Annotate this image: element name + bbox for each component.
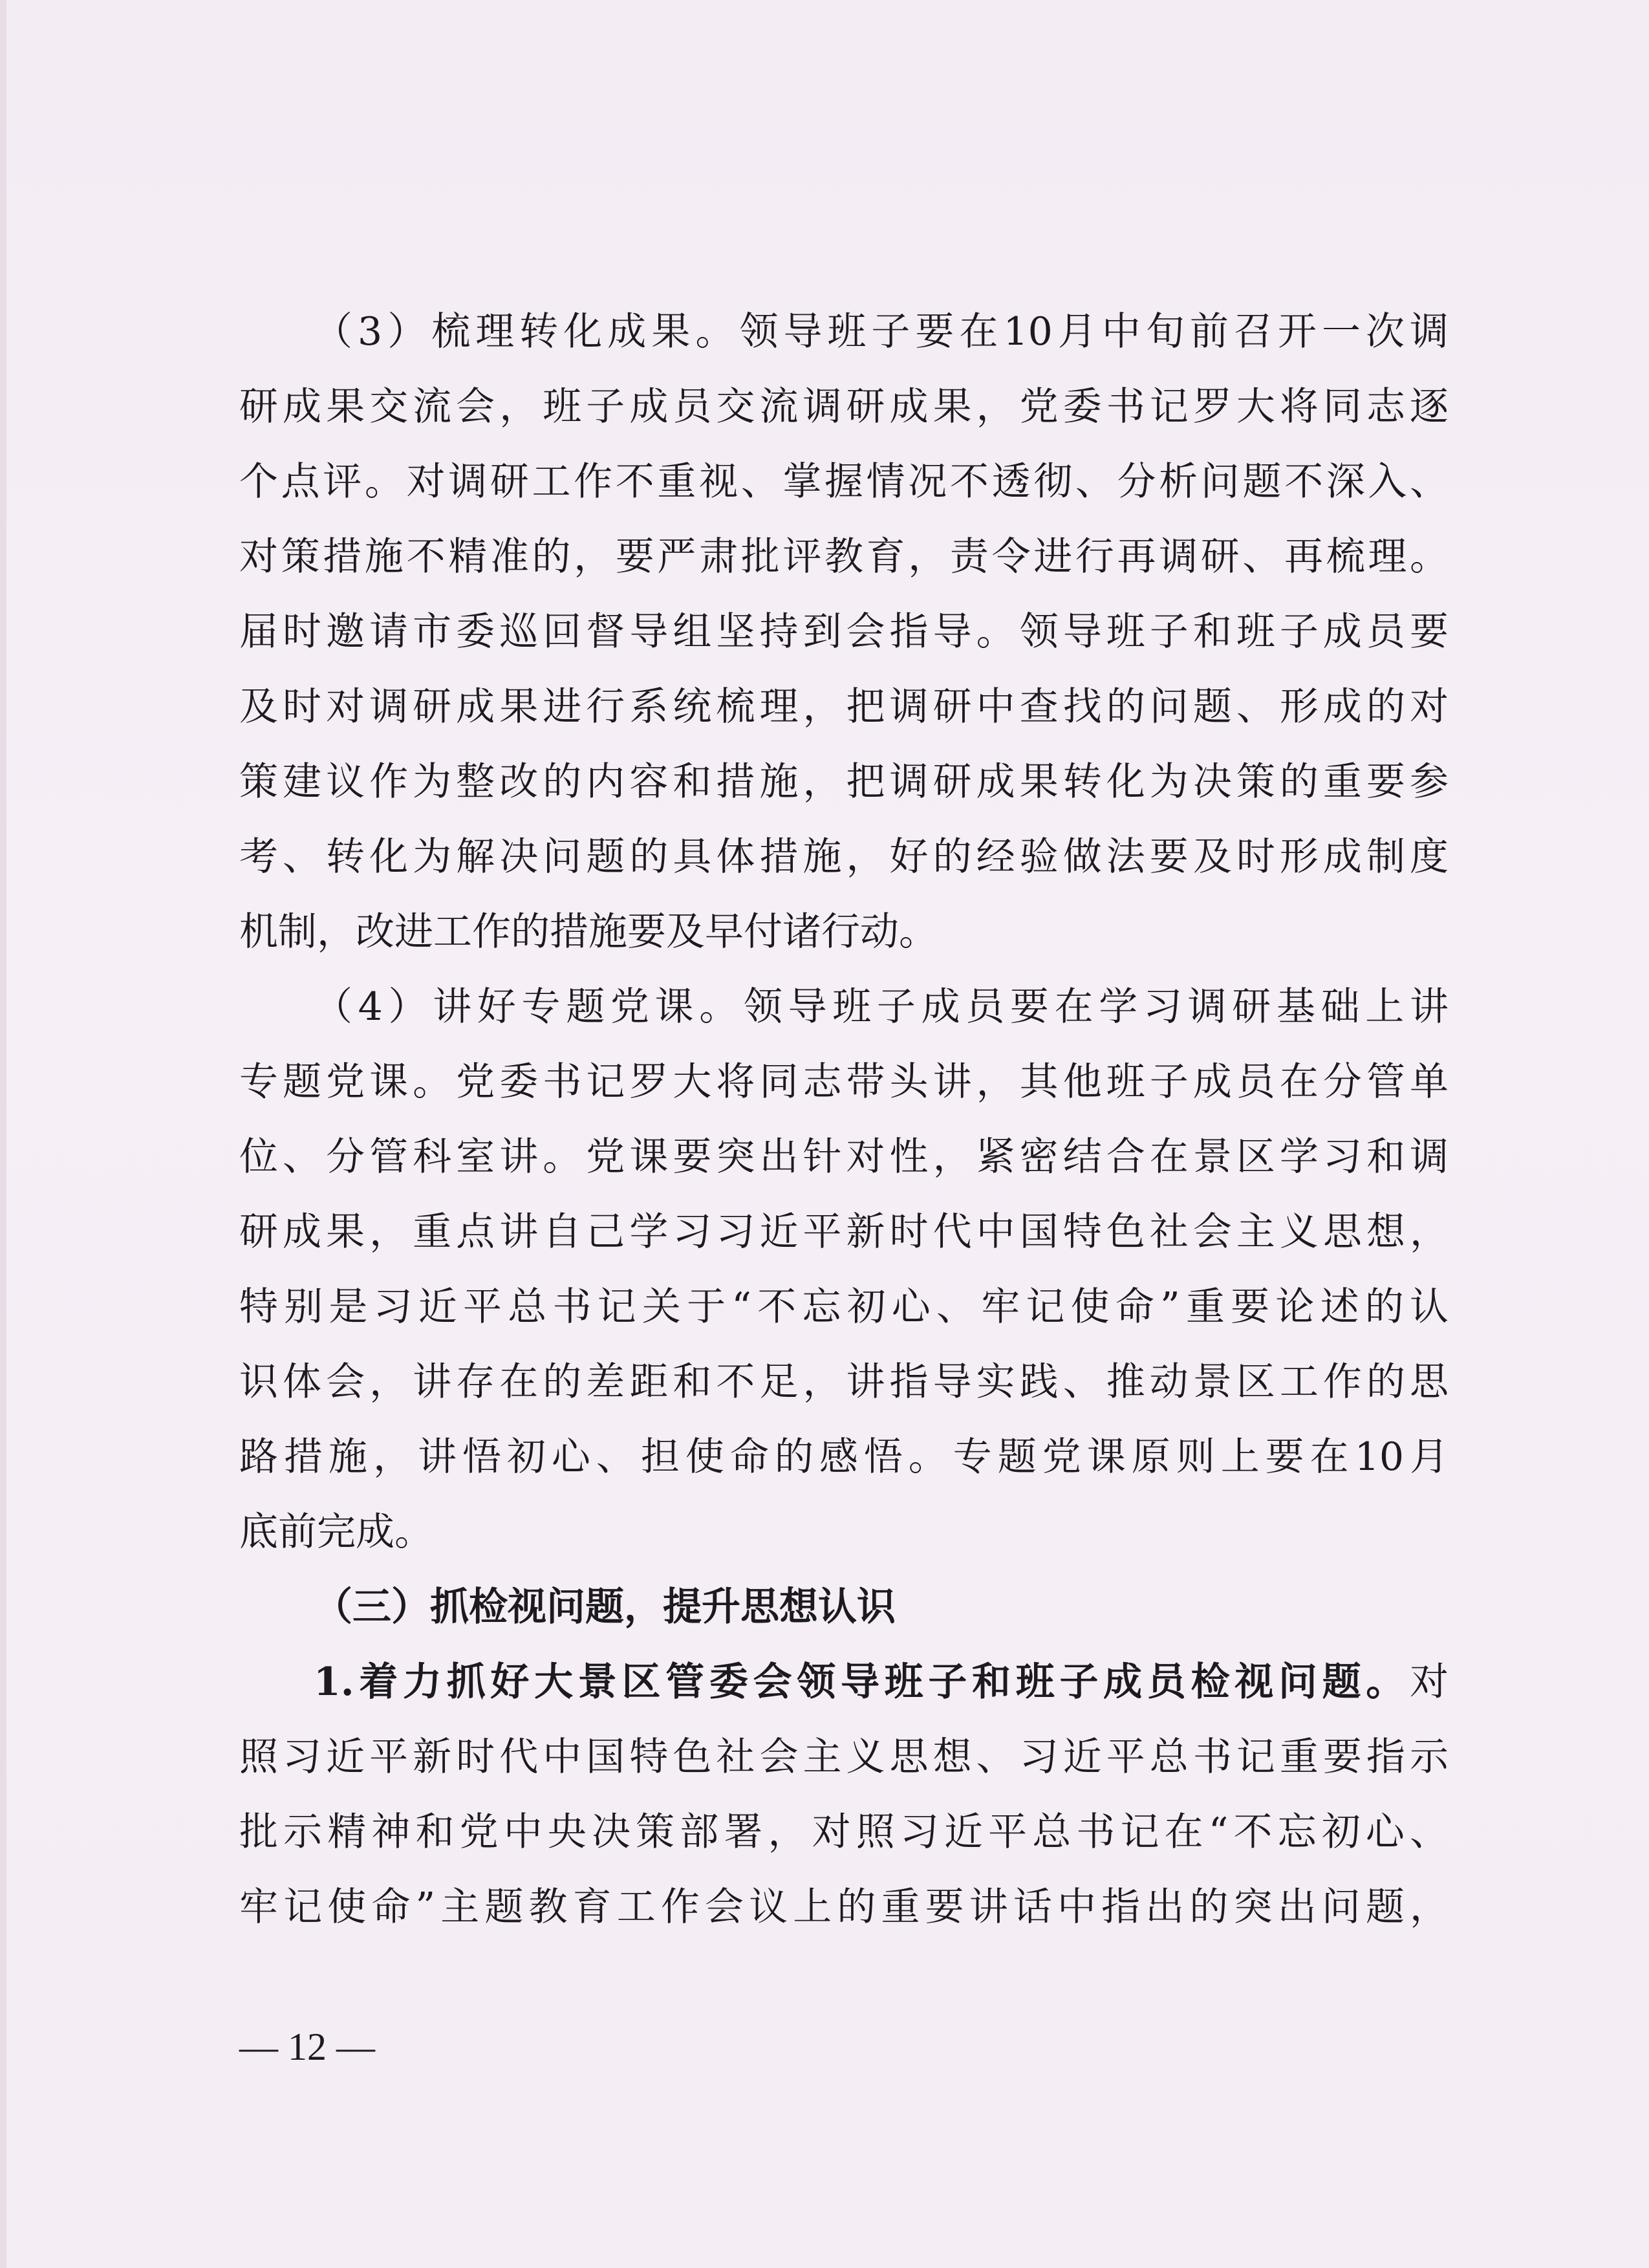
scan-edge bbox=[0, 0, 6, 2268]
document-body bbox=[239, 294, 1449, 1945]
text-line: 专题党课。党委书记罗大将同志带头讲，其他班子成员在分管单 bbox=[239, 1059, 1449, 1105]
text-line: 批示精神和党中央决策部署，对照习近平总书记在“不忘初心、 bbox=[239, 1809, 1449, 1855]
text-line: 研成果交流会，班子成员交流调研成果，党委书记罗大将同志逐 bbox=[239, 384, 1449, 429]
paragraph-4-party-lecture bbox=[239, 969, 1449, 1570]
text-line: 识体会，讲存在的差距和不足，讲指导实践、推动景区工作的思 bbox=[239, 1359, 1449, 1405]
text-line: 研成果，重点讲自己学习习近平新时代中国特色社会主义思想， bbox=[239, 1209, 1449, 1255]
bold-lead-text: 1.着力抓好大景区管委会领导班子和班子成员检视问题。 bbox=[314, 1659, 1410, 1705]
text-line: 位、分管科室讲。党课要突出针对性，紧密结合在景区学习和调 bbox=[239, 1134, 1449, 1180]
text-line: 机制，改进工作的措施要及早付诸行动。 bbox=[239, 909, 938, 955]
text-line: 对策措施不精准的，要严肃批评教育，责令进行再调研、再梳理。 bbox=[239, 534, 1449, 579]
text-line: 特别是习近平总书记关于“不忘初心、牢记使命”重要论述的认 bbox=[239, 1284, 1449, 1330]
paragraph-1-review-problems bbox=[239, 1645, 1449, 1945]
section-heading: （三）抓检视问题，提升思想认识 bbox=[314, 1584, 896, 1630]
text-line: 底前完成。 bbox=[239, 1509, 433, 1555]
paragraph-3-sorting-results bbox=[239, 294, 1449, 969]
text-line: 牢记使命”主题教育工作会议上的重要讲话中指出的突出问题， bbox=[239, 1885, 1449, 1930]
text-line: 策建议作为整改的内容和措施，把调研成果转化为决策的重要参 bbox=[239, 759, 1449, 805]
text-line: （3）梳理转化成果。领导班子要在10月中旬前召开一次调 bbox=[314, 309, 1449, 354]
text-line: 及时对调研成果进行系统梳理，把调研中查找的问题、形成的对 bbox=[239, 684, 1449, 729]
text-line bbox=[239, 1645, 1449, 1720]
text-line: （4）讲好专题党课。领导班子成员要在学习调研基础上讲 bbox=[314, 984, 1449, 1030]
page-number: — 12 — bbox=[239, 2025, 375, 2068]
text-line: 考、转化为解决问题的具体措施，好的经验做法要及时形成制度 bbox=[239, 834, 1449, 880]
text-line: 照习近平新时代中国特色社会主义思想、习近平总书记重要指示 bbox=[239, 1734, 1449, 1780]
lead-rest-text: 对 bbox=[1410, 1659, 1449, 1705]
text-line: 届时邀请市委巡回督导组坚持到会指导。领导班子和班子成员要 bbox=[239, 609, 1449, 654]
text-line: 路措施，讲悟初心、担使命的感悟。专题党课原则上要在10月 bbox=[239, 1434, 1449, 1480]
text-line: 个点评。对调研工作不重视、掌握情况不透彻、分析问题不深入、 bbox=[239, 459, 1449, 504]
